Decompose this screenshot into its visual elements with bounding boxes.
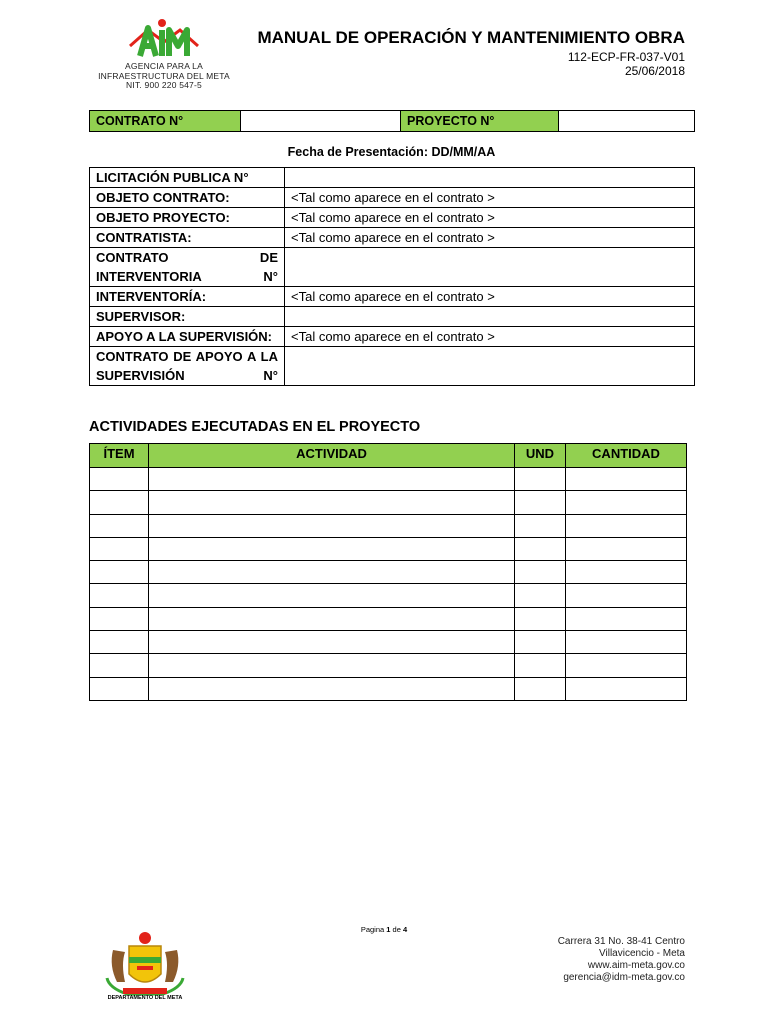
activity-cell[interactable]	[149, 584, 515, 607]
unit-cell[interactable]	[515, 677, 566, 700]
activities-section-title: ACTIVIDADES EJECUTADAS EN EL PROYECTO	[89, 419, 421, 435]
activity-cell[interactable]	[149, 631, 515, 654]
crest-caption: DEPARTAMENTO DEL META	[107, 995, 183, 1001]
unit-cell[interactable]	[515, 584, 566, 607]
unit-cell[interactable]	[515, 561, 566, 584]
info-row	[90, 248, 695, 287]
info-value[interactable]: <Tal como aparece en el contrato >	[285, 287, 695, 307]
info-label: CONTRATISTA:	[90, 228, 285, 248]
page-of: de	[392, 925, 401, 934]
page-total: 4	[402, 925, 408, 934]
activity-cell[interactable]	[149, 537, 515, 560]
item-cell[interactable]	[90, 537, 149, 560]
activities-body	[90, 468, 687, 701]
unit-cell[interactable]	[515, 631, 566, 654]
item-cell[interactable]	[90, 468, 149, 491]
table-row	[90, 677, 687, 700]
website-link[interactable]: www.aim-meta.gov.co	[587, 960, 685, 971]
unit-cell[interactable]	[515, 468, 566, 491]
info-value[interactable]	[285, 248, 695, 287]
quantity-cell[interactable]	[566, 631, 687, 654]
activities-table	[89, 443, 687, 701]
info-row	[90, 168, 695, 188]
table-row	[90, 468, 687, 491]
activities-header-row	[90, 444, 687, 468]
quantity-cell[interactable]	[566, 561, 687, 584]
project-label: PROYECTO N°	[401, 111, 559, 132]
table-row	[90, 561, 687, 584]
document-title: MANUAL DE OPERACIÓN Y MANTENIMIENTO OBRA	[257, 28, 685, 47]
info-value[interactable]	[285, 307, 695, 327]
logo-line: INFRAESTRUCTURA DEL META	[98, 70, 230, 81]
info-row	[90, 208, 695, 228]
unit-cell[interactable]	[515, 537, 566, 560]
document-code-block	[568, 50, 685, 78]
info-value[interactable]	[285, 168, 695, 188]
item-cell[interactable]	[90, 654, 149, 677]
activity-cell[interactable]	[149, 468, 515, 491]
logo-line: AGENCIA PARA LA	[125, 61, 203, 71]
table-row	[90, 631, 687, 654]
presentation-date: Fecha de Presentación: DD/MM/AA	[287, 145, 496, 159]
unit-cell[interactable]	[515, 654, 566, 677]
contract-info-table	[89, 167, 695, 386]
info-label: OBJETO PROYECTO:	[90, 208, 285, 228]
activity-cell[interactable]	[149, 677, 515, 700]
info-label: OBJETO CONTRATO:	[90, 188, 285, 208]
document-date: 25/06/2018	[624, 64, 685, 78]
table-row	[90, 514, 687, 537]
info-row	[90, 327, 695, 347]
table-row	[90, 584, 687, 607]
footer-address	[558, 936, 685, 984]
page-current: 1	[386, 925, 391, 934]
quantity-cell[interactable]	[566, 677, 687, 700]
column-header-item: ÍTEM	[90, 444, 149, 468]
item-cell[interactable]	[90, 584, 149, 607]
activity-cell[interactable]	[149, 654, 515, 677]
email-link[interactable]: gerencia@idm-meta.gov.co	[563, 972, 685, 983]
info-value[interactable]: <Tal como aparece en el contrato >	[285, 188, 695, 208]
column-header-unit: UND	[515, 444, 566, 468]
info-row	[90, 188, 695, 208]
logo-caption	[90, 62, 238, 91]
info-row	[90, 347, 695, 386]
contract-number-field[interactable]	[241, 111, 401, 132]
info-value[interactable]	[285, 347, 695, 386]
activity-cell[interactable]	[149, 607, 515, 630]
quantity-cell[interactable]	[566, 491, 687, 514]
item-cell[interactable]	[90, 491, 149, 514]
info-label: CONTRATO DE INTERVENTORIA N°	[90, 248, 285, 287]
item-cell[interactable]	[90, 677, 149, 700]
column-header-activity: ACTIVIDAD	[149, 444, 515, 468]
info-row	[90, 307, 695, 327]
quantity-cell[interactable]	[566, 468, 687, 491]
info-row	[90, 287, 695, 307]
address-line: Carrera 31 No. 38-41 Centro	[557, 936, 685, 947]
item-cell[interactable]	[90, 631, 149, 654]
contract-project-bar	[89, 110, 695, 132]
unit-cell[interactable]	[515, 607, 566, 630]
table-row	[90, 491, 687, 514]
aim-logo	[90, 16, 238, 94]
quantity-cell[interactable]	[566, 514, 687, 537]
info-label: CONTRATO DE APOYO A LA SUPERVISIÓN N°	[90, 347, 285, 386]
item-cell[interactable]	[90, 514, 149, 537]
aim-logo-mark	[128, 16, 200, 60]
activity-cell[interactable]	[149, 561, 515, 584]
document-code: 112-ECP-FR-037-V01	[567, 50, 685, 64]
column-header-quantity: CANTIDAD	[566, 444, 687, 468]
unit-cell[interactable]	[515, 491, 566, 514]
quantity-cell[interactable]	[566, 584, 687, 607]
logo-line: NIT. 900 220 547-5	[126, 80, 202, 90]
table-row	[90, 607, 687, 630]
unit-cell[interactable]	[515, 514, 566, 537]
activity-cell[interactable]	[149, 491, 515, 514]
quantity-cell[interactable]	[566, 607, 687, 630]
info-label: INTERVENTORÍA:	[90, 287, 285, 307]
info-value[interactable]: <Tal como aparece en el contrato >	[285, 228, 695, 248]
page-prefix: Pagina	[360, 925, 385, 934]
contract-label: CONTRATO N°	[90, 111, 241, 132]
activity-cell[interactable]	[149, 514, 515, 537]
project-number-field[interactable]	[559, 111, 695, 132]
item-cell[interactable]	[90, 607, 149, 630]
item-cell[interactable]	[90, 561, 149, 584]
info-value[interactable]: <Tal como aparece en el contrato >	[285, 327, 695, 347]
info-label: APOYO A LA SUPERVISIÓN:	[90, 327, 285, 347]
table-row	[90, 537, 687, 560]
table-row	[90, 654, 687, 677]
info-label: LICITACIÓN PUBLICA N°	[90, 168, 285, 188]
info-label: SUPERVISOR:	[90, 307, 285, 327]
quantity-cell[interactable]	[566, 537, 687, 560]
address-line: Villavicencio - Meta	[599, 948, 685, 959]
info-row	[90, 228, 695, 248]
info-value[interactable]: <Tal como aparece en el contrato >	[285, 208, 695, 228]
quantity-cell[interactable]	[566, 654, 687, 677]
